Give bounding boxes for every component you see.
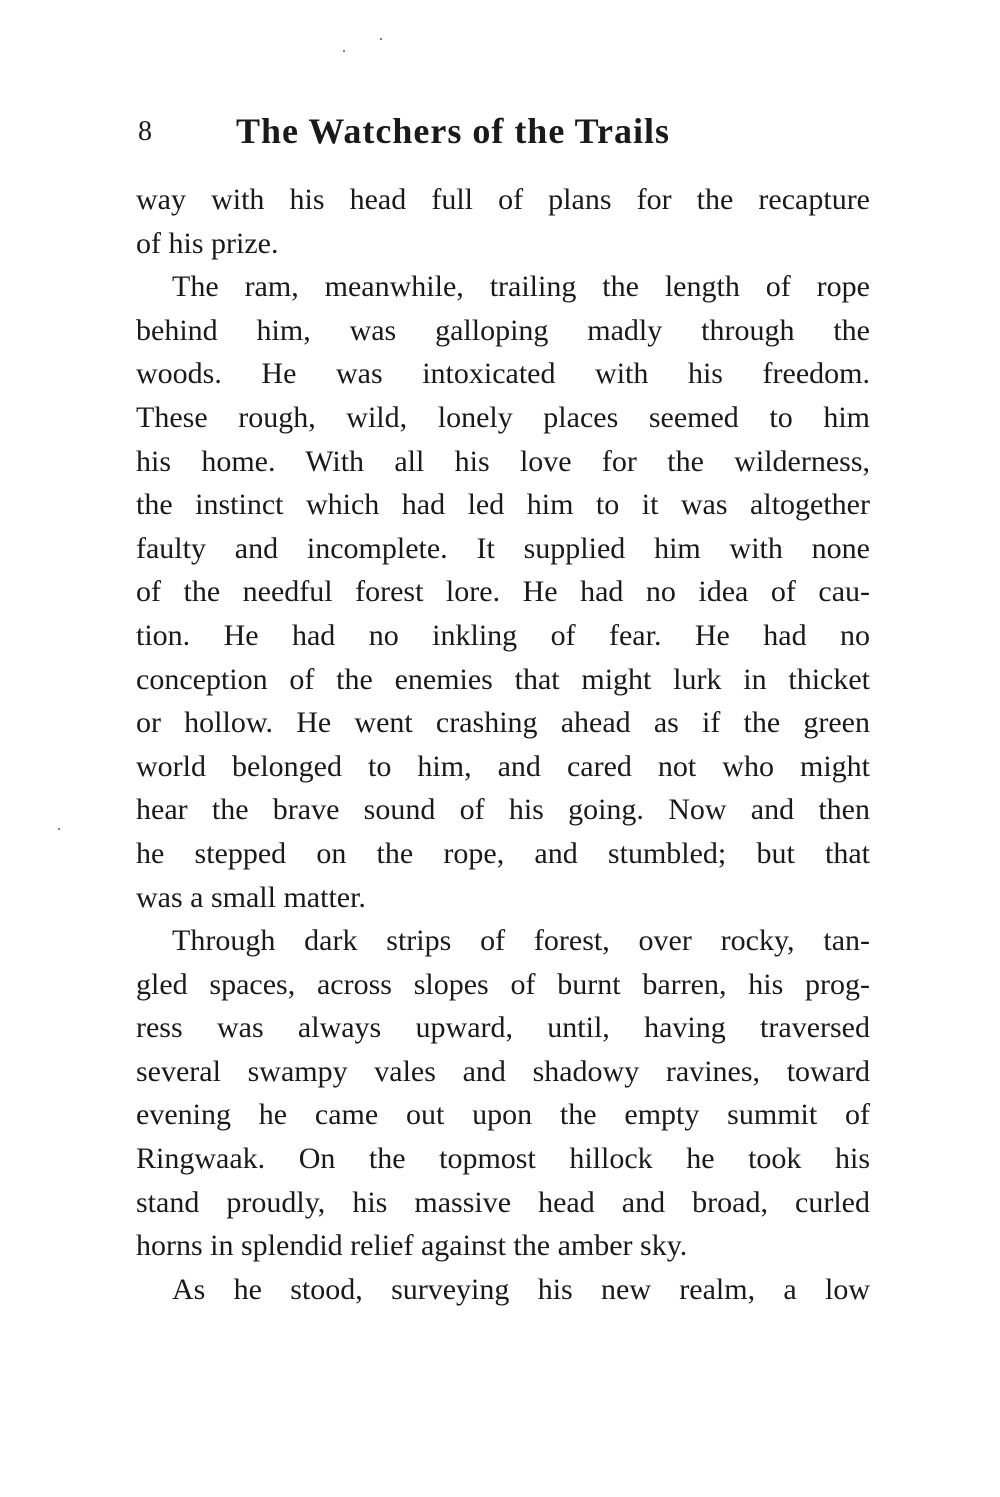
text-line: evening he came out upon the empty summit of (136, 1098, 870, 1132)
text-line: Through dark strips of forest, over rocky, tan- (172, 924, 870, 958)
text-line: The ram, meanwhile, trailing the length of rope (172, 270, 870, 304)
scan-speck (343, 50, 345, 52)
text-line: gled spaces, across slopes of burnt barren, his prog- (136, 967, 870, 1001)
text-line: woods. He was intoxicated with his freedom. (136, 357, 870, 391)
text-line: tion. He had no inkling of fear. He had no (136, 618, 870, 652)
text-line: faulty and incomplete. It supplied him with none (136, 531, 870, 565)
text-line: behind him, was galloping madly through the (136, 313, 870, 347)
text-line: he stepped on the rope, and stumbled; but that (136, 836, 870, 870)
text-line: These rough, wild, lonely places seemed to him (136, 400, 870, 434)
text-line: ress was always upward, until, having traversed (136, 1011, 870, 1045)
text-line: hear the brave sound of his going. Now and then (136, 793, 870, 827)
text-line: the instinct which had led him to it was altogether (136, 488, 870, 522)
running-title: The Watchers of the Trails (236, 111, 670, 151)
text-line: horns in splendid relief against the amber sky. (136, 1229, 688, 1263)
text-line: way with his head full of plans for the recapture (136, 183, 870, 216)
text-line: or hollow. He went crashing ahead as if the green (136, 706, 870, 740)
page-number: 8 (138, 116, 152, 147)
text-line: world belonged to him, and cared not who might (136, 749, 870, 783)
text-line: conception of the enemies that might lurk in thicket (136, 662, 870, 696)
text-line: stand proudly, his massive head and broad, curled (136, 1185, 870, 1219)
page-header (138, 110, 878, 160)
scan-speck (380, 38, 382, 40)
text-line: of the needful forest lore. He had no idea of cau- (136, 575, 870, 609)
text-line: of his prize. (136, 226, 279, 260)
text-line: his home. With all his love for the wilderness, (136, 444, 870, 478)
text-line: several swampy vales and shadowy ravines, toward (136, 1054, 870, 1088)
scan-speck (58, 828, 60, 830)
body-text (136, 178, 870, 1311)
text-line: As he stood, surveying his new realm, a low (172, 1272, 870, 1306)
text-line: was a small matter. (136, 880, 366, 914)
text-line: Ringwaak. On the topmost hillock he took his (136, 1142, 870, 1176)
